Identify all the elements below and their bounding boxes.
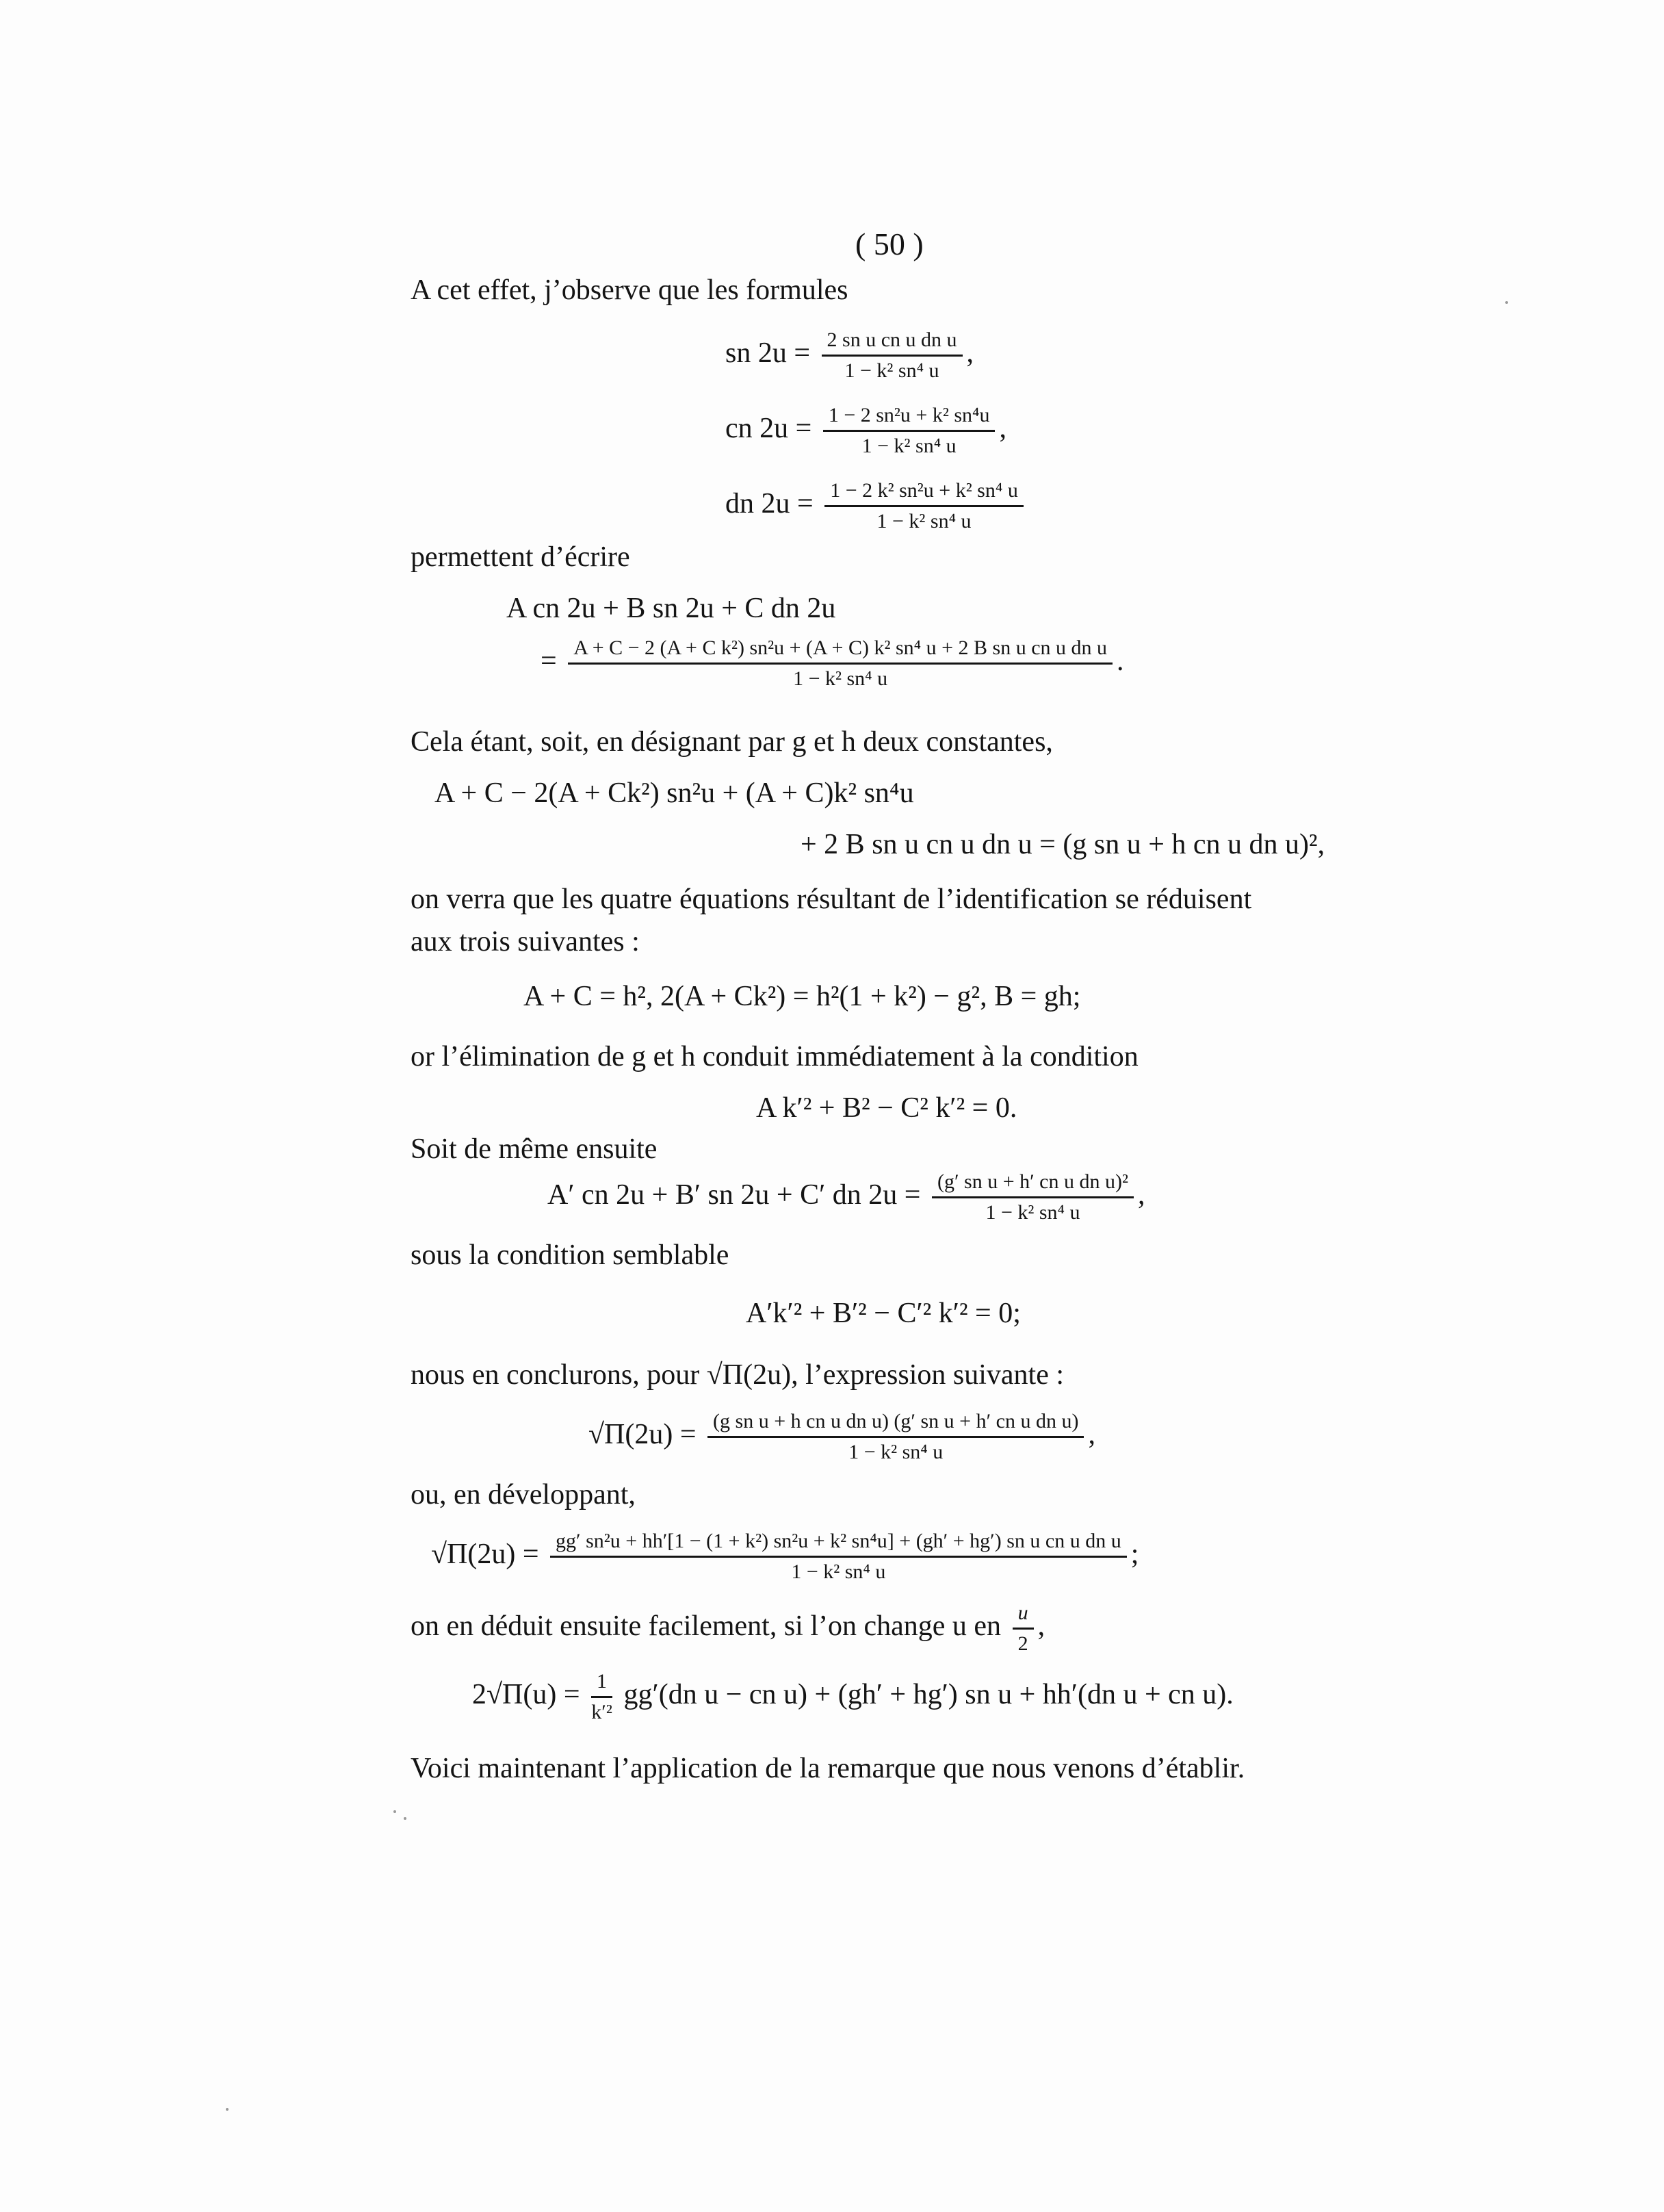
denominator: 1 − k² sn⁴ u [793, 667, 888, 690]
paragraph-5: or l’élimination de g et h conduit immédiatement à la condition [411, 1041, 1139, 1072]
page-number: ( 50 ) [855, 227, 924, 261]
fraction [568, 636, 1113, 691]
denominator: 2 [1017, 1632, 1028, 1655]
equation-lhs: √Π(2u) = [431, 1539, 539, 1571]
paragraph-10: on en déduit ensuite facilement, si l’on change u en $\frac{u}{2}$ , [411, 1602, 1045, 1655]
fraction [823, 404, 996, 458]
scan-speck [404, 1817, 406, 1820]
denominator: 1 − k² sn⁴ u [791, 1560, 886, 1583]
equation-identification-line2: + 2 B sn u cn u dn u = (g sn u + h cn u dn u)², [801, 829, 1325, 860]
paragraph-3: Cela étant, soit, en désignant par g et h deux constantes, [411, 726, 1053, 758]
scan-speck [226, 2108, 229, 2111]
paragraph-1: A cet effet, j’observe que les formules [411, 274, 848, 306]
fraction [824, 479, 1024, 533]
equation-lhs: cn 2u = [725, 413, 812, 445]
numerator: (g′ sn u + h′ cn u dn u)² [932, 1170, 1134, 1198]
paragraph-4-line2: aux trois suivantes : [411, 926, 640, 957]
denominator: 1 − k² sn⁴ u [861, 435, 957, 457]
paragraph-11: Voici maintenant l’application de la remarque que nous venons d’établir. [411, 1753, 1245, 1784]
denominator: 1 − k² sn⁴ u [876, 510, 972, 532]
numerator: 1 − 2 sn²u + k² sn⁴u [823, 404, 996, 432]
numerator: A + C − 2 (A + C k²) sn²u + (A + C) k² sn⁴ u + 2 B sn u cn u dn u [568, 636, 1113, 665]
denominator: k′² [591, 1701, 612, 1723]
equation-identification-line1: A + C − 2(A + Ck²) sn²u + (A + C)k² sn⁴u [434, 777, 914, 809]
numerator: gg′ sn²u + hh′[1 − (1 + k²) sn²u + k² sn⁴u] + (gh′ + hg′) sn u cn u dn u [550, 1530, 1127, 1558]
equation-rhs: gg′(dn u − cn u) + (gh′ + hg′) sn u + hh′(dn u + cn u). [623, 1679, 1234, 1711]
equation-cn2u: cn 2u = $\frac{\text{1 − 2 sn²u + k² sn⁴u}}{\text{1 − k² sn⁴ u}}$ , [725, 404, 1006, 457]
equation-lhs: 2√Π(u) = [472, 1679, 580, 1711]
numerator: 2 sn u cn u dn u [822, 329, 963, 357]
equation-lhs: sn 2u = [725, 337, 811, 370]
equation-lhs: A′ cn 2u + B′ sn 2u + C′ dn 2u = [547, 1179, 921, 1211]
denominator: 1 − k² sn⁴ u [848, 1441, 944, 1463]
numerator: (g sn u + h cn u dn u) (g′ sn u + h′ cn u dn u) [707, 1410, 1084, 1438]
numerator: 1 [591, 1670, 612, 1698]
equation-three-conditions: A + C = h², 2(A + Ck²) = h²(1 + k²) − g², B = gh; [523, 981, 1081, 1012]
fraction [550, 1530, 1127, 1584]
scan-speck [1505, 301, 1508, 304]
equation-condition-2: A′k′² + B′² − C′² k′² = 0; [746, 1298, 1021, 1329]
scan-speck [393, 1810, 396, 1813]
equation-dn2u [725, 479, 1028, 533]
fraction [822, 329, 963, 383]
fraction-coefficient [591, 1670, 612, 1724]
paragraph-2: permettent d’écrire [411, 541, 630, 573]
equation-lhs: dn 2u = [725, 488, 814, 520]
fraction [707, 1410, 1084, 1464]
equation-combo-line1: A cn 2u + B sn 2u + C dn 2u [506, 593, 836, 624]
denominator: 1 − k² sn⁴ u [985, 1201, 1080, 1224]
equation-sn2u: sn 2u = $\frac{\text{2 sn u cn u dn u}}{\text{1 − k² sn⁴ u}}$ , [725, 329, 974, 382]
paragraph-6: Soit de même ensuite [411, 1133, 658, 1165]
paragraph-10-text: on en déduit ensuite facilement, si l’on change u en [411, 1610, 1002, 1643]
paragraph-9: ou, en développant, [411, 1479, 636, 1510]
numerator: 1 − 2 k² sn²u + k² sn⁴ u [824, 479, 1024, 507]
fraction-u-over-2 [1013, 1602, 1034, 1656]
denominator: 1 − k² sn⁴ u [844, 359, 939, 382]
equation-primed: A′ cn 2u + B′ sn 2u + C′ dn 2u = $\frac{\text{(g′ sn u + h′ cn u dn u)²}}{\text{1 − k² sn⁴ u}}$ , [547, 1170, 1145, 1224]
equation-lhs: √Π(2u) = [588, 1419, 697, 1451]
numerator: u [1013, 1602, 1034, 1630]
equation-final [472, 1670, 1234, 1724]
paragraph-4-line1: on verra que les quatre équations résultant de l’identification se réduisent [411, 884, 1252, 915]
paragraph-7: sous la condition semblable [411, 1239, 729, 1271]
paragraph-8: nous en conclurons, pour √Π(2u), l’expression suivante : [411, 1359, 1065, 1391]
equation-condition-1: A k′² + B² − C² k′² = 0. [756, 1092, 1017, 1124]
equation-combo-line2: = A + C − 2 (A + C k²) sn²u + (A + C) k² sn⁴ u + 2 B sn u cn u dn u 1 − k² sn⁴ u . [541, 636, 1124, 690]
equation-developed: √Π(2u) = gg′ sn²u + hh′[1 − (1 + k²) sn²u + k² sn⁴u] + (gh′ + hg′) sn u cn u dn u 1 − k² sn⁴ u ; [431, 1530, 1139, 1583]
fraction [932, 1170, 1134, 1224]
equation-pi-2u: √Π(2u) = $\frac{\text{(g sn u + h cn u dn u) (g′ sn u + h′ cn u dn u)}}{\text{1 − k² sn⁴ u}}$ , [588, 1410, 1095, 1463]
